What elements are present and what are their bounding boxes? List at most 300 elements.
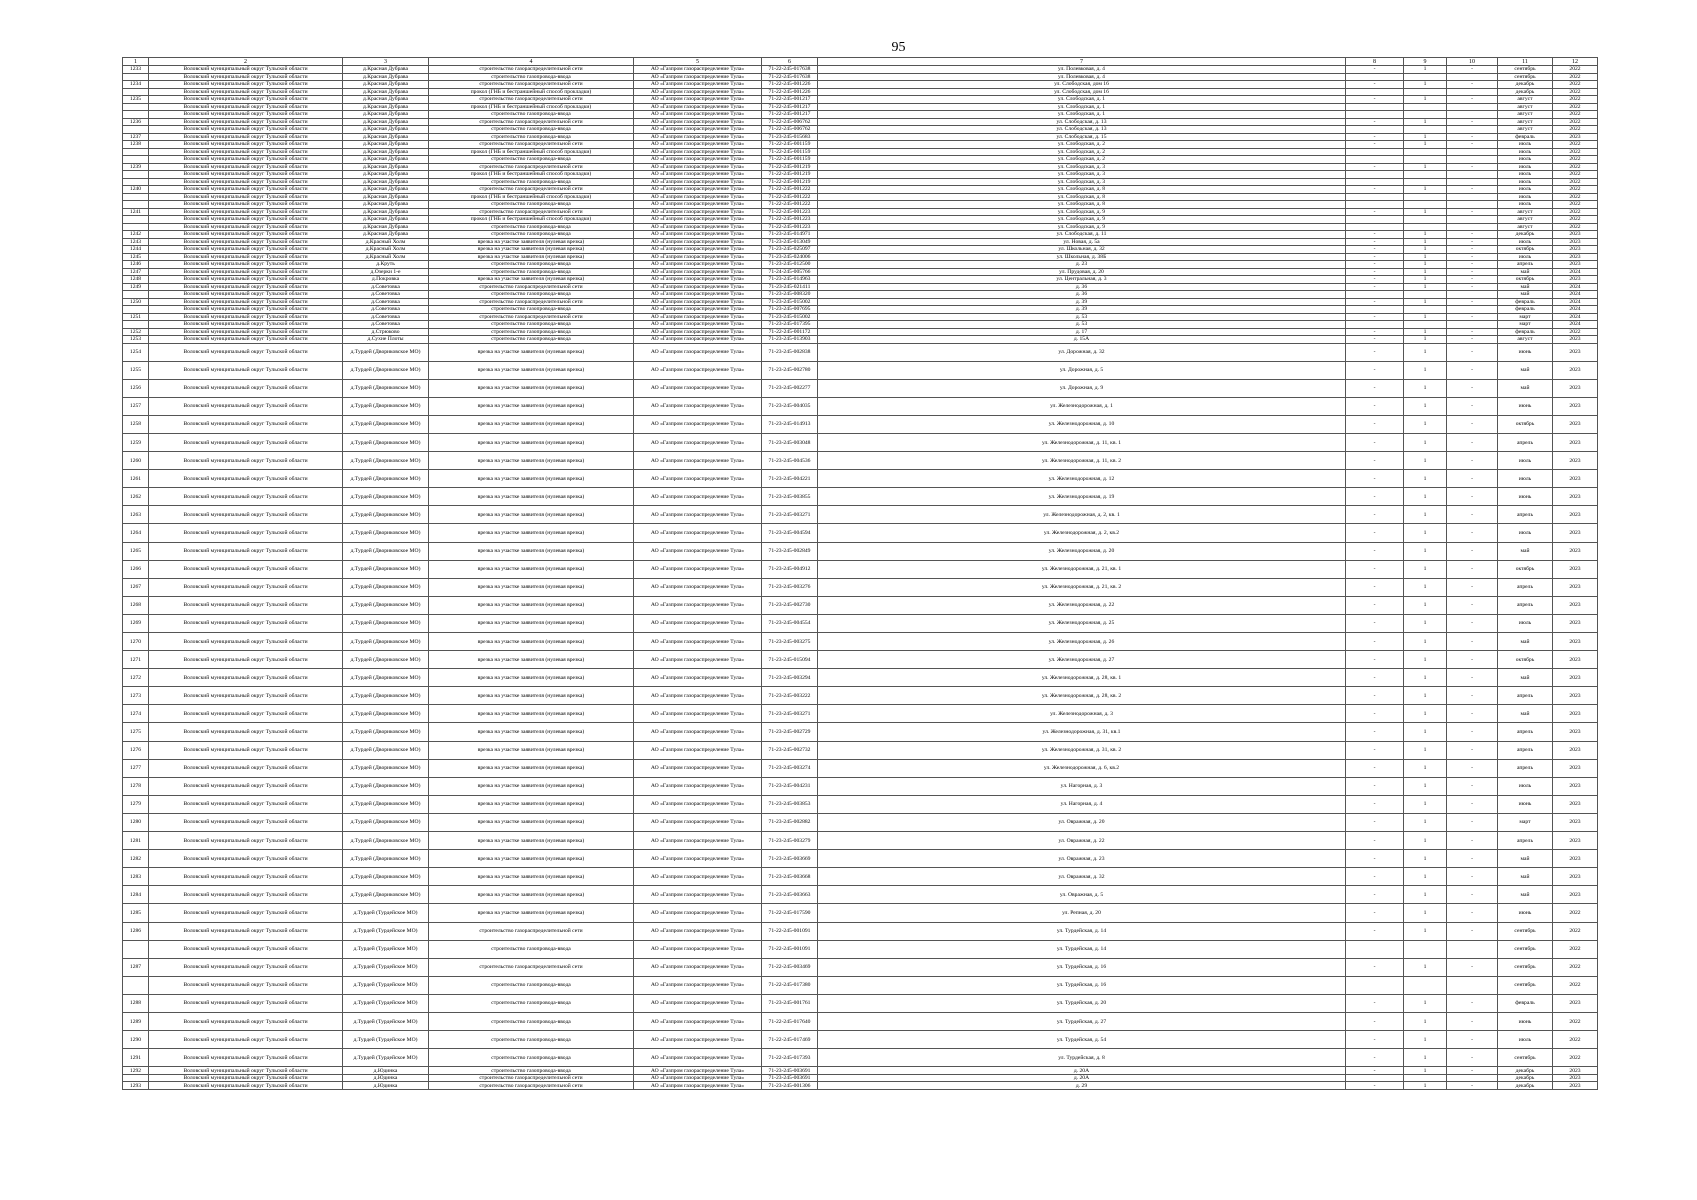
cell-col-9 bbox=[1404, 73, 1447, 81]
cell-contractor: АО «Газпром газораспределение Тула» bbox=[634, 283, 762, 291]
cell-col-10: - bbox=[1447, 96, 1498, 104]
cell-col-8: - bbox=[1346, 276, 1404, 284]
cell-work-type: строительство газопровода-ввода bbox=[429, 201, 634, 209]
cell-address: ул. Прудовая, д. 20 bbox=[818, 268, 1346, 276]
cell-row-number: 1289 bbox=[123, 1012, 149, 1030]
cell-col-8 bbox=[1346, 156, 1404, 164]
cell-year: 2023 bbox=[1553, 1074, 1598, 1082]
cell-month: апрель bbox=[1498, 433, 1553, 451]
cell-col-10 bbox=[1447, 201, 1498, 209]
cell-row-number: 1283 bbox=[123, 868, 149, 886]
cell-row-number: 1292 bbox=[123, 1067, 149, 1075]
table-row bbox=[123, 922, 1598, 940]
cell-contractor: АО «Газпром газораспределение Тула» bbox=[634, 542, 762, 560]
cell-col-10: - bbox=[1447, 141, 1498, 149]
cell-row-number bbox=[123, 88, 149, 96]
cell-row-number: 1244 bbox=[123, 246, 149, 254]
cell-col-9: 1 bbox=[1404, 813, 1447, 831]
table-row bbox=[123, 298, 1598, 306]
cell-contractor: АО «Газпром газораспределение Тула» bbox=[634, 506, 762, 524]
table-row bbox=[123, 379, 1598, 397]
cell-col-9: 1 bbox=[1404, 470, 1447, 488]
cell-work-type: строительство газораспределительной сети bbox=[429, 958, 634, 976]
cell-col-9: 1 bbox=[1404, 283, 1447, 291]
cell-month: февраль bbox=[1498, 994, 1553, 1012]
cell-settlement: д.Красная Дубрава bbox=[343, 171, 429, 179]
cell-month: май bbox=[1498, 283, 1553, 291]
cell-year: 2023 bbox=[1553, 560, 1598, 578]
cell-month: апрель bbox=[1498, 261, 1553, 269]
cell-year: 2023 bbox=[1553, 452, 1598, 470]
cell-month: сентябрь bbox=[1498, 73, 1553, 81]
cell-address: д. 39 bbox=[818, 306, 1346, 314]
cell-col-8 bbox=[1346, 171, 1404, 179]
cell-row-number: 1238 bbox=[123, 141, 149, 149]
cell-col-8: - bbox=[1346, 208, 1404, 216]
cell-col-10: - bbox=[1447, 994, 1498, 1012]
table-row bbox=[123, 868, 1598, 886]
cell-month: апрель bbox=[1498, 832, 1553, 850]
table-row bbox=[123, 96, 1598, 104]
gasification-register-table bbox=[122, 57, 1598, 1090]
cell-row-number bbox=[123, 216, 149, 224]
cell-application-number: 71-23-245-013049 bbox=[762, 238, 818, 246]
cell-col-10: - bbox=[1447, 777, 1498, 795]
table-row bbox=[123, 904, 1598, 922]
cell-application-number: 71-23-245-004536 bbox=[762, 452, 818, 470]
cell-settlement: д.Красная Дубрава bbox=[343, 163, 429, 171]
table-row bbox=[123, 193, 1598, 201]
cell-year: 2023 bbox=[1553, 850, 1598, 868]
cell-col-9: 1 bbox=[1404, 506, 1447, 524]
cell-settlement: д.Стрюково bbox=[343, 328, 429, 336]
cell-settlement: д.Красная Дубрава bbox=[343, 73, 429, 81]
cell-contractor: АО «Газпром газораспределение Тула» bbox=[634, 994, 762, 1012]
cell-address: ул. Слободская, д. 2 bbox=[818, 148, 1346, 156]
cell-col-8 bbox=[1346, 193, 1404, 201]
cell-application-number: 71-23-245-002729 bbox=[762, 723, 818, 741]
cell-row-number: 1250 bbox=[123, 298, 149, 306]
cell-col-10: - bbox=[1447, 578, 1498, 596]
cell-col-9: 1 bbox=[1404, 596, 1447, 614]
cell-application-number: 71-22-245-017590 bbox=[762, 904, 818, 922]
cell-work-type: врезка на участке заявителя (нулевая врезка) bbox=[429, 524, 634, 542]
cell-year: 2022 bbox=[1553, 328, 1598, 336]
table-row bbox=[123, 759, 1598, 777]
table-row bbox=[123, 246, 1598, 254]
cell-application-number: 71-22-245-017640 bbox=[762, 1012, 818, 1030]
table-row bbox=[123, 238, 1598, 246]
cell-col-8 bbox=[1346, 126, 1404, 134]
cell-settlement: д.Красная Дубрава bbox=[343, 193, 429, 201]
cell-address: ул. Слободская, д. 2 bbox=[818, 156, 1346, 164]
cell-address: ул. Железнодорожная, д. 22 bbox=[818, 596, 1346, 614]
cell-col-8: - bbox=[1346, 922, 1404, 940]
cell-work-type: прокол (ГНБ и бестраншейный способ прокладки) bbox=[429, 216, 634, 224]
cell-municipality: Воловский муниципальный округ Тульской области bbox=[149, 208, 343, 216]
cell-month: июль bbox=[1498, 141, 1553, 149]
cell-address: д. 39 bbox=[818, 298, 1346, 306]
cell-municipality: Воловский муниципальный округ Тульской области bbox=[149, 313, 343, 321]
cell-municipality: Воловский муниципальный округ Тульской области bbox=[149, 193, 343, 201]
cell-work-type: врезка на участке заявителя (нулевая врезка) bbox=[429, 868, 634, 886]
cell-municipality: Воловский муниципальный округ Тульской области bbox=[149, 283, 343, 291]
cell-application-number: 71-23-245-003855 bbox=[762, 488, 818, 506]
cell-row-number bbox=[123, 1074, 149, 1082]
cell-row-number: 1239 bbox=[123, 163, 149, 171]
cell-month: июль bbox=[1498, 524, 1553, 542]
cell-year: 2022 bbox=[1553, 81, 1598, 89]
cell-address: ул. Турдейская, д. 16 bbox=[818, 958, 1346, 976]
cell-col-10: - bbox=[1447, 452, 1498, 470]
table-row bbox=[123, 578, 1598, 596]
cell-col-9 bbox=[1404, 156, 1447, 164]
cell-address: д. 53 bbox=[818, 313, 1346, 321]
cell-col-9: 1 bbox=[1404, 397, 1447, 415]
cell-settlement: д.Турдей (Двориковское МО) bbox=[343, 415, 429, 433]
cell-settlement: д.Красный Холм bbox=[343, 238, 429, 246]
cell-settlement: д.Турдей (Двориковское МО) bbox=[343, 470, 429, 488]
cell-year: 2023 bbox=[1553, 1067, 1598, 1075]
cell-settlement: д.Турдей (Турдейское МО) bbox=[343, 1031, 429, 1049]
cell-contractor: АО «Газпром газораспределение Тула» bbox=[634, 66, 762, 74]
cell-month: апрель bbox=[1498, 578, 1553, 596]
cell-application-number: 71-23-245-003271 bbox=[762, 705, 818, 723]
table-row bbox=[123, 336, 1598, 344]
cell-work-type: строительство газопровода-ввода bbox=[429, 940, 634, 958]
cell-col-8 bbox=[1346, 148, 1404, 156]
table-row bbox=[123, 669, 1598, 687]
cell-work-type: строительство газопровода-ввода bbox=[429, 261, 634, 269]
table-row bbox=[123, 506, 1598, 524]
table-row bbox=[123, 73, 1598, 81]
cell-year: 2023 bbox=[1553, 524, 1598, 542]
cell-col-9 bbox=[1404, 976, 1447, 994]
page-number: 95 bbox=[891, 40, 906, 55]
cell-work-type: врезка на участке заявителя (нулевая врезка) bbox=[429, 343, 634, 361]
cell-settlement: д.Красная Дубрава bbox=[343, 96, 429, 104]
cell-year: 2022 bbox=[1553, 186, 1598, 194]
cell-contractor: АО «Газпром газораспределение Тула» bbox=[634, 201, 762, 209]
cell-settlement: д.Советовка bbox=[343, 298, 429, 306]
cell-contractor: АО «Газпром газораспределение Тула» bbox=[634, 178, 762, 186]
cell-work-type: строительство газораспределительной сети bbox=[429, 313, 634, 321]
cell-settlement: д.Турдей (Двориковское МО) bbox=[343, 542, 429, 560]
cell-address: ул. Слободская, дом 16 bbox=[818, 88, 1346, 96]
cell-settlement: д.Турдей (Двориковское МО) bbox=[343, 488, 429, 506]
cell-row-number: 1291 bbox=[123, 1049, 149, 1067]
cell-month: август bbox=[1498, 208, 1553, 216]
cell-col-8: - bbox=[1346, 163, 1404, 171]
cell-row-number bbox=[123, 148, 149, 156]
cell-month: май bbox=[1498, 868, 1553, 886]
cell-row-number: 1259 bbox=[123, 433, 149, 451]
cell-municipality: Воловский муниципальный округ Тульской области bbox=[149, 976, 343, 994]
cell-col-8: - bbox=[1346, 118, 1404, 126]
cell-work-type: строительство газопровода-ввода bbox=[429, 126, 634, 134]
cell-col-10: - bbox=[1447, 283, 1498, 291]
cell-contractor: АО «Газпром газораспределение Тула» bbox=[634, 88, 762, 96]
cell-year: 2022 bbox=[1553, 1049, 1598, 1067]
cell-work-type: строительство газораспределительной сети bbox=[429, 118, 634, 126]
table-row bbox=[123, 958, 1598, 976]
cell-address: д. 15А bbox=[818, 336, 1346, 344]
cell-work-type: строительство газопровода-ввода bbox=[429, 156, 634, 164]
cell-settlement: д.Красная Дубрава bbox=[343, 141, 429, 149]
table-row bbox=[123, 361, 1598, 379]
cell-contractor: АО «Газпром газораспределение Тула» bbox=[634, 291, 762, 299]
table-row bbox=[123, 795, 1598, 813]
cell-col-8: - bbox=[1346, 723, 1404, 741]
cell-col-8: - bbox=[1346, 1012, 1404, 1030]
cell-address: ул. Слободская, д. 9 bbox=[818, 208, 1346, 216]
cell-work-type: строительство газопровода-ввода bbox=[429, 73, 634, 81]
cell-address: ул. Слободская, д. 9 bbox=[818, 216, 1346, 224]
cell-municipality: Воловский муниципальный округ Тульской области bbox=[149, 777, 343, 795]
cell-settlement: д.Турдей (Турдейское МО) bbox=[343, 904, 429, 922]
cell-col-10 bbox=[1447, 306, 1498, 314]
cell-col-10 bbox=[1447, 103, 1498, 111]
cell-address: ул. Репная, д. 20 bbox=[818, 904, 1346, 922]
cell-contractor: АО «Газпром газораспределение Тула» bbox=[634, 470, 762, 488]
cell-contractor: АО «Газпром газораспределение Тула» bbox=[634, 723, 762, 741]
cell-month: декабрь bbox=[1498, 88, 1553, 96]
cell-work-type: врезка на участке заявителя (нулевая врезка) bbox=[429, 470, 634, 488]
cell-col-10 bbox=[1447, 976, 1498, 994]
table-row bbox=[123, 111, 1598, 119]
cell-contractor: АО «Газпром газораспределение Тула» bbox=[634, 81, 762, 89]
cell-year: 2023 bbox=[1553, 276, 1598, 284]
cell-work-type: строительство газораспределительной сети bbox=[429, 298, 634, 306]
cell-month: июнь bbox=[1498, 904, 1553, 922]
cell-municipality: Воловский муниципальный округ Тульской области bbox=[149, 291, 343, 299]
cell-work-type: врезка на участке заявителя (нулевая врезка) bbox=[429, 832, 634, 850]
cell-col-8: - bbox=[1346, 66, 1404, 74]
cell-settlement: д.Круть bbox=[343, 261, 429, 269]
cell-address: д. 20А bbox=[818, 1067, 1346, 1075]
cell-col-8: - bbox=[1346, 741, 1404, 759]
cell-year: 2022 bbox=[1553, 216, 1598, 224]
cell-settlement: д.Красная Дубрава bbox=[343, 156, 429, 164]
cell-month: май bbox=[1498, 886, 1553, 904]
cell-year: 2022 bbox=[1553, 922, 1598, 940]
cell-municipality: Воловский муниципальный округ Тульской области bbox=[149, 253, 343, 261]
cell-col-10: - bbox=[1447, 470, 1498, 488]
cell-col-9: 1 bbox=[1404, 133, 1447, 141]
cell-address: ул. Железнодорожная, д. 31, кв.1 bbox=[818, 723, 1346, 741]
cell-work-type: врезка на участке заявителя (нулевая врезка) bbox=[429, 759, 634, 777]
cell-application-number: 71-23-245-002849 bbox=[762, 542, 818, 560]
cell-col-9: 1 bbox=[1404, 1067, 1447, 1075]
cell-settlement: д.Турдей (Турдейское МО) bbox=[343, 940, 429, 958]
cell-row-number: 1257 bbox=[123, 397, 149, 415]
cell-col-9: 1 bbox=[1404, 958, 1447, 976]
cell-municipality: Воловский муниципальный округ Тульской области bbox=[149, 111, 343, 119]
cell-col-9 bbox=[1404, 1074, 1447, 1082]
cell-month: апрель bbox=[1498, 723, 1553, 741]
cell-col-10: - bbox=[1447, 336, 1498, 344]
cell-year: 2022 bbox=[1553, 103, 1598, 111]
cell-address: ул. Железнодорожная, д. 3 bbox=[818, 705, 1346, 723]
cell-month: сентябрь bbox=[1498, 958, 1553, 976]
table-row bbox=[123, 268, 1598, 276]
cell-contractor: АО «Газпром газораспределение Тула» bbox=[634, 223, 762, 231]
cell-year: 2022 bbox=[1553, 193, 1598, 201]
cell-month: июль bbox=[1498, 178, 1553, 186]
cell-address: ул. Железнодорожная, д. 2, кв. 1 bbox=[818, 506, 1346, 524]
cell-settlement: д.Турдей (Двориковское МО) bbox=[343, 850, 429, 868]
cell-address: ул. Дорожная, д. 9 bbox=[818, 379, 1346, 397]
cell-col-9: 1 bbox=[1404, 66, 1447, 74]
cell-col-10: - bbox=[1447, 379, 1498, 397]
cell-address: ул. Турдейская, д. 14 bbox=[818, 940, 1346, 958]
cell-col-9: 1 bbox=[1404, 379, 1447, 397]
cell-contractor: АО «Газпром газораспределение Тула» bbox=[634, 524, 762, 542]
cell-year: 2022 bbox=[1553, 96, 1598, 104]
cell-year: 2022 bbox=[1553, 940, 1598, 958]
cell-municipality: Воловский муниципальный округ Тульской области bbox=[149, 759, 343, 777]
cell-address: ул. Школьная, д. 38Б bbox=[818, 253, 1346, 261]
cell-year: 2023 bbox=[1553, 578, 1598, 596]
cell-work-type: врезка на участке заявителя (нулевая врезка) bbox=[429, 415, 634, 433]
cell-month: март bbox=[1498, 321, 1553, 329]
cell-col-10: - bbox=[1447, 669, 1498, 687]
cell-row-number bbox=[123, 201, 149, 209]
cell-row-number bbox=[123, 111, 149, 119]
cell-col-9: 1 bbox=[1404, 238, 1447, 246]
cell-settlement: д.Турдей (Турдейское МО) bbox=[343, 976, 429, 994]
cell-year: 2023 bbox=[1553, 596, 1598, 614]
cell-col-9 bbox=[1404, 193, 1447, 201]
cell-year: 2023 bbox=[1553, 433, 1598, 451]
cell-col-10: - bbox=[1447, 560, 1498, 578]
cell-col-10: - bbox=[1447, 1031, 1498, 1049]
cell-contractor: АО «Газпром газораспределение Тула» bbox=[634, 940, 762, 958]
cell-municipality: Воловский муниципальный округ Тульской области bbox=[149, 148, 343, 156]
cell-address: ул. Овражная, д. 23 bbox=[818, 850, 1346, 868]
cell-row-number: 1255 bbox=[123, 361, 149, 379]
cell-municipality: Воловский муниципальный округ Тульской области bbox=[149, 994, 343, 1012]
cell-year: 2023 bbox=[1553, 741, 1598, 759]
cell-settlement: д.Красная Дубрава bbox=[343, 111, 429, 119]
cell-year: 2024 bbox=[1553, 268, 1598, 276]
cell-col-9: 1 bbox=[1404, 96, 1447, 104]
column-header: 11 bbox=[1498, 58, 1553, 66]
cell-month: август bbox=[1498, 118, 1553, 126]
cell-col-10: - bbox=[1447, 832, 1498, 850]
table-row bbox=[123, 81, 1598, 89]
cell-col-10: - bbox=[1447, 904, 1498, 922]
cell-month: март bbox=[1498, 313, 1553, 321]
cell-address: ул. Дорожная, д. 5 bbox=[818, 361, 1346, 379]
cell-year: 2023 bbox=[1553, 777, 1598, 795]
table-row bbox=[123, 148, 1598, 156]
cell-col-9: 1 bbox=[1404, 886, 1447, 904]
table-row bbox=[123, 994, 1598, 1012]
cell-application-number: 71-23-245-003271 bbox=[762, 506, 818, 524]
cell-col-9: 1 bbox=[1404, 651, 1447, 669]
cell-col-9 bbox=[1404, 321, 1447, 329]
cell-work-type: врезка на участке заявителя (нулевая врезка) bbox=[429, 246, 634, 254]
cell-contractor: АО «Газпром газораспределение Тула» bbox=[634, 976, 762, 994]
cell-col-10: - bbox=[1447, 596, 1498, 614]
cell-contractor: АО «Газпром газораспределение Тула» bbox=[634, 868, 762, 886]
cell-settlement: д.Турдей (Турдейское МО) bbox=[343, 958, 429, 976]
cell-col-9 bbox=[1404, 103, 1447, 111]
cell-contractor: АО «Газпром газораспределение Тула» bbox=[634, 669, 762, 687]
cell-contractor: АО «Газпром газораспределение Тула» bbox=[634, 1031, 762, 1049]
cell-municipality: Воловский муниципальный округ Тульской области bbox=[149, 669, 343, 687]
table-row bbox=[123, 832, 1598, 850]
cell-col-10: - bbox=[1447, 741, 1498, 759]
cell-col-9: 1 bbox=[1404, 759, 1447, 777]
cell-settlement: д.Турдей (Двориковское МО) bbox=[343, 452, 429, 470]
cell-work-type: строительство газораспределительной сети bbox=[429, 186, 634, 194]
column-header: 8 bbox=[1346, 58, 1404, 66]
cell-col-9 bbox=[1404, 178, 1447, 186]
table-row bbox=[123, 596, 1598, 614]
cell-row-number: 1281 bbox=[123, 832, 149, 850]
cell-settlement: д.Турдей (Двориковское МО) bbox=[343, 669, 429, 687]
table-row bbox=[123, 223, 1598, 231]
cell-row-number: 1247 bbox=[123, 268, 149, 276]
cell-settlement: д.Советовка bbox=[343, 313, 429, 321]
cell-municipality: Воловский муниципальный округ Тульской области bbox=[149, 832, 343, 850]
cell-address: ул. Слободская, д. 8 bbox=[818, 186, 1346, 194]
cell-col-8: - bbox=[1346, 246, 1404, 254]
cell-month: декабрь bbox=[1498, 1074, 1553, 1082]
cell-col-10: - bbox=[1447, 614, 1498, 632]
cell-municipality: Воловский муниципальный округ Тульской области bbox=[149, 560, 343, 578]
cell-municipality: Воловский муниципальный округ Тульской области bbox=[149, 171, 343, 179]
cell-year: 2023 bbox=[1553, 415, 1598, 433]
cell-work-type: строительство газораспределительной сети bbox=[429, 922, 634, 940]
table-row bbox=[123, 186, 1598, 194]
cell-col-8: - bbox=[1346, 705, 1404, 723]
cell-municipality: Воловский муниципальный округ Тульской области bbox=[149, 88, 343, 96]
cell-work-type: строительство газораспределительной сети bbox=[429, 141, 634, 149]
cell-month: июнь bbox=[1498, 795, 1553, 813]
cell-col-8: - bbox=[1346, 524, 1404, 542]
cell-address: ул. Школьная, д. 32 bbox=[818, 246, 1346, 254]
cell-work-type: строительство газопровода-ввода bbox=[429, 306, 634, 314]
cell-col-10 bbox=[1447, 171, 1498, 179]
cell-municipality: Воловский муниципальный округ Тульской области bbox=[149, 958, 343, 976]
cell-col-8: - bbox=[1346, 633, 1404, 651]
cell-settlement: д.Турдей (Двориковское МО) bbox=[343, 705, 429, 723]
cell-application-number: 71-23-245-002838 bbox=[762, 343, 818, 361]
cell-contractor: АО «Газпром газораспределение Тула» bbox=[634, 336, 762, 344]
cell-address: ул. Железнодорожная, д. 10 bbox=[818, 415, 1346, 433]
cell-month: сентябрь bbox=[1498, 940, 1553, 958]
cell-application-number: 71-23-245-014971 bbox=[762, 231, 818, 239]
cell-application-number: 71-22-245-017380 bbox=[762, 976, 818, 994]
cell-col-9: 1 bbox=[1404, 1049, 1447, 1067]
cell-work-type: строительство газораспределительной сети bbox=[429, 66, 634, 74]
cell-work-type: врезка на участке заявителя (нулевая врезка) bbox=[429, 238, 634, 246]
cell-application-number: 71-23-245-003668 bbox=[762, 868, 818, 886]
table-row bbox=[123, 88, 1598, 96]
cell-col-9: 1 bbox=[1404, 560, 1447, 578]
cell-municipality: Воловский муниципальный округ Тульской области bbox=[149, 178, 343, 186]
cell-month: июль bbox=[1498, 452, 1553, 470]
cell-contractor: АО «Газпром газораспределение Тула» bbox=[634, 687, 762, 705]
cell-year: 2023 bbox=[1553, 795, 1598, 813]
cell-col-10: - bbox=[1447, 186, 1498, 194]
cell-col-8: - bbox=[1346, 336, 1404, 344]
cell-col-8: - bbox=[1346, 506, 1404, 524]
cell-municipality: Воловский муниципальный округ Тульской области bbox=[149, 1082, 343, 1090]
